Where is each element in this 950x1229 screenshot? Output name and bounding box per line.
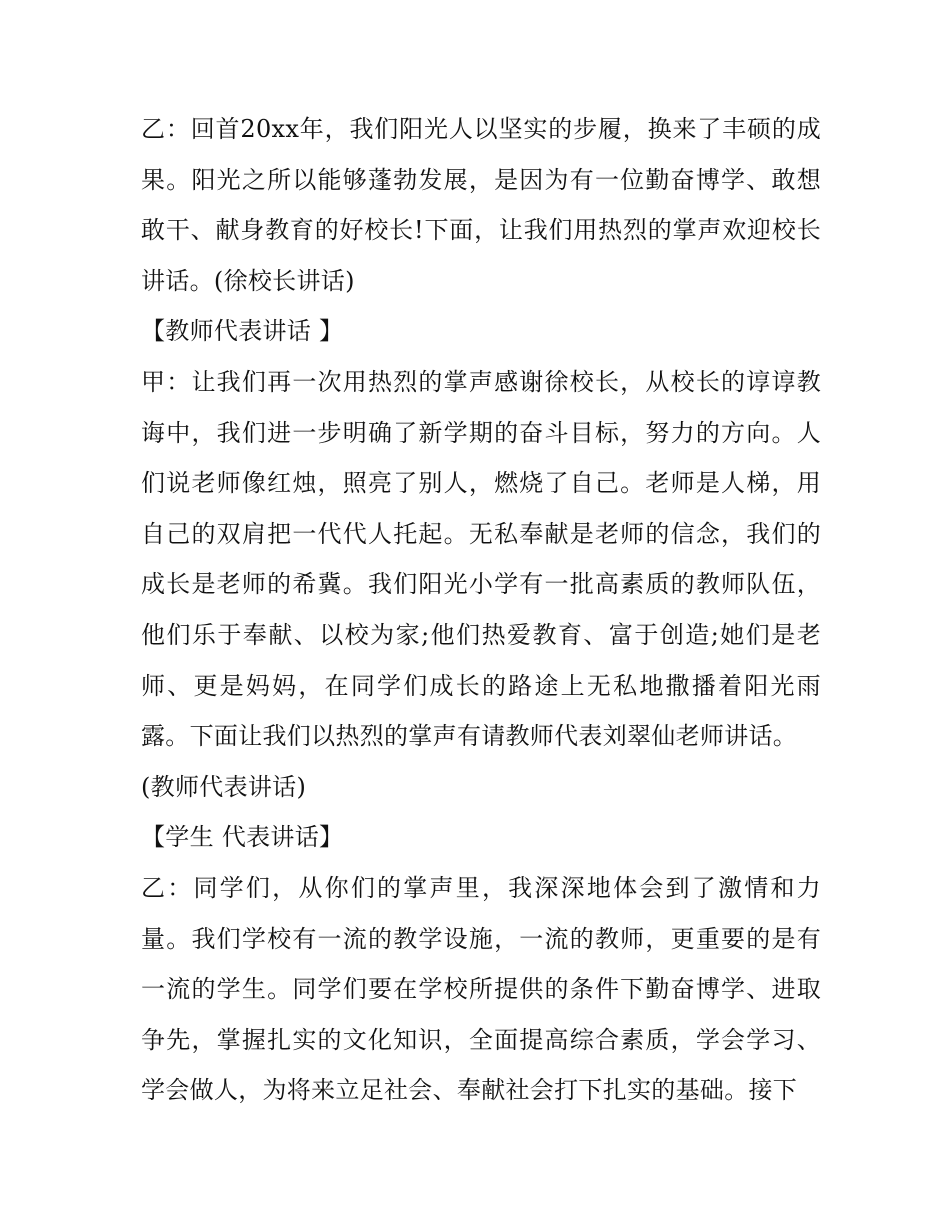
paragraph-teacher-speech-note: (教师代表讲话) [141, 772, 307, 801]
paragraph-student-intro: 乙：同学们，从你们的掌声里，我深深地体会到了激情和力量。我们学校有一流的教学设施，一流的教师，更重要的是有一流的学生。同学们要在学校所提供的条件下勤奋博学、进取争先，掌握扎实的文化知识，全面提高综合素质，学会学习、学会做人，为将来立足社会、奉献社会打下扎实的基础。接下 [141, 873, 821, 1105]
section-heading-student-speech: 【学生 代表讲话】 [141, 823, 344, 852]
paragraph-principal-intro: 乙：回首20xx年，我们阳光人以坚实的步履，换来了丰硕的成果。阳光之所以能够蓬勃发展，是因为有一位勤奋博学、敢想敢干、献身教育的好校长!下面，让我们用热烈的掌声欢迎校长讲话。(徐校长讲话) [141, 115, 821, 295]
paragraph-teacher-intro: 甲：让我们再一次用热烈的掌声感谢徐校长，从校长的谆谆教诲中，我们进一步明确了新学期的奋斗目标，努力的方向。人们说老师像红烛，照亮了别人，燃烧了自己。老师是人梯，用自己的双肩把一代代人托起。无私奉献是老师的信念，我们的成长是老师的希冀。我们阳光小学有一批高素质的教师队伍，他们乐于奉献、以校为家;他们热爱教育、富于创造;她们是老师、更是妈妈，在同学们成长的路途上无私地撒播着阳光雨露。下面让我们以热烈的掌声有请教师代表刘翠仙老师讲话。 [141, 367, 821, 751]
section-heading-teacher-speech: 【教师代表讲话 】 [141, 317, 344, 346]
document-body [141, 104, 821, 1116]
